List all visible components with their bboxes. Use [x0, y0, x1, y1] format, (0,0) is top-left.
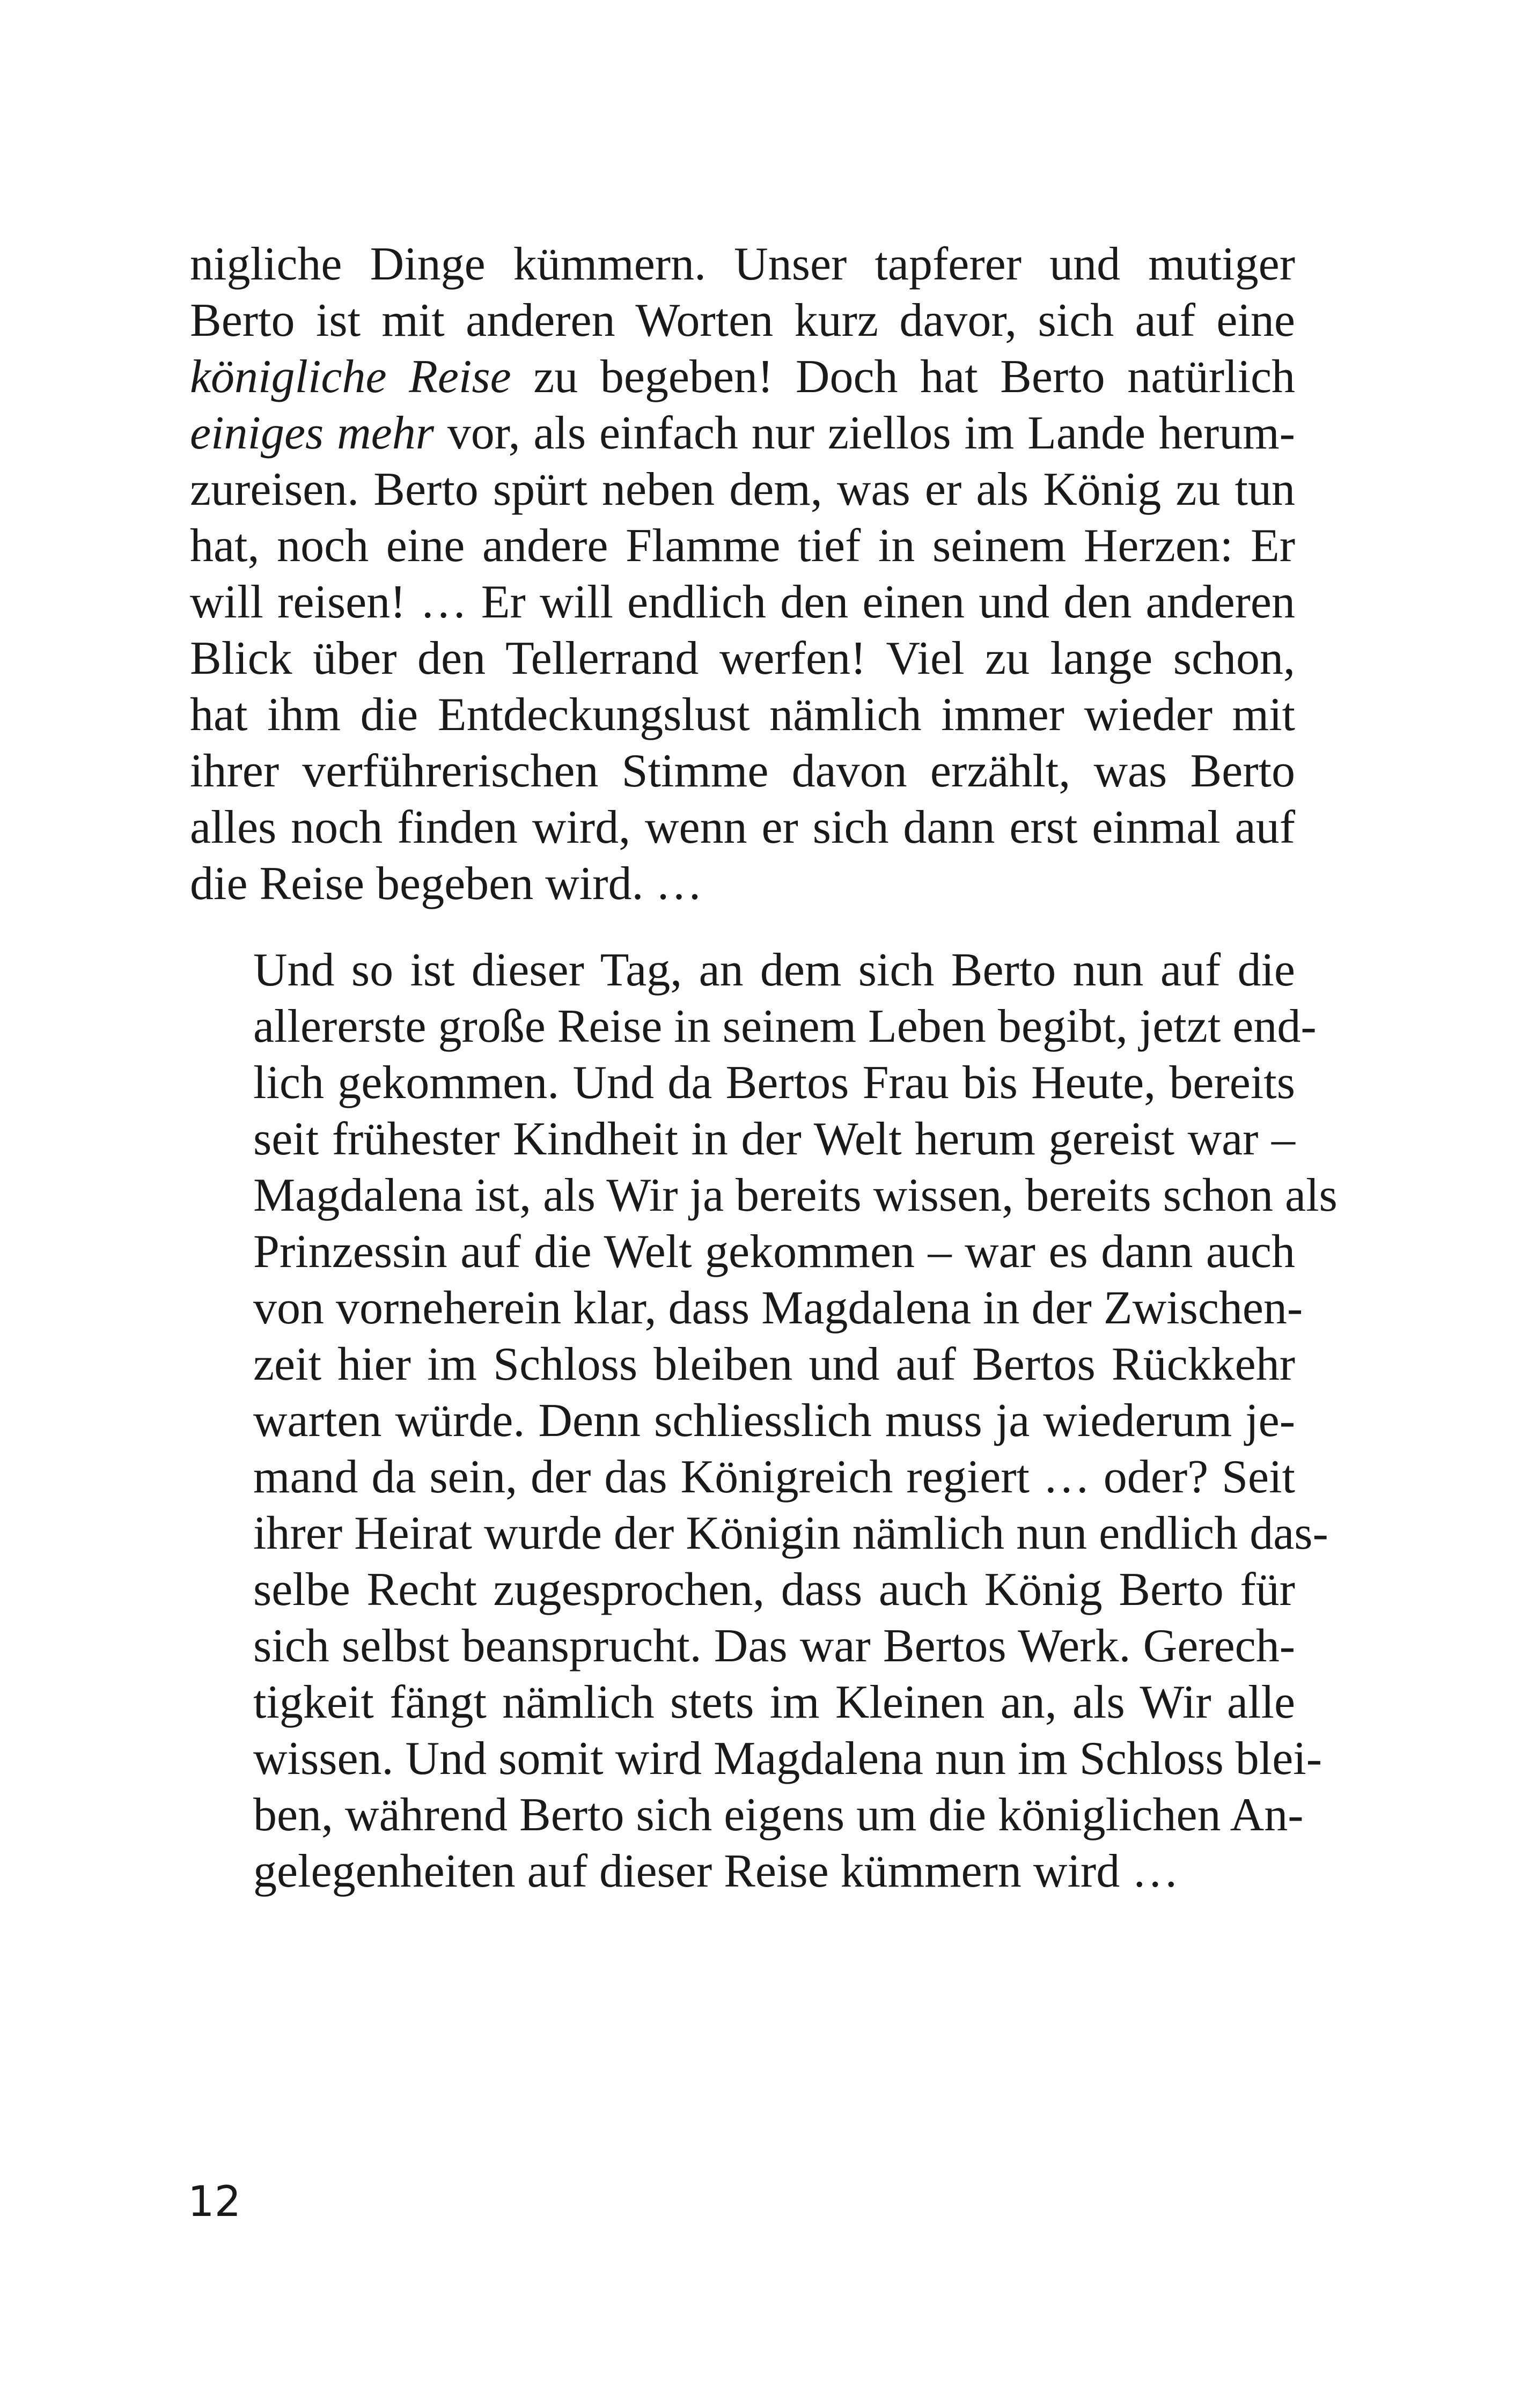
text-line: [190, 349, 1295, 405]
text-line: [190, 461, 1295, 518]
text-segment: nigliche Dinge kümmern. Unser tapferer und mutiger: [190, 238, 1295, 290]
text-line: [190, 630, 1295, 687]
italic-text: königliche Reise: [190, 351, 511, 403]
body-text: [190, 236, 1338, 1899]
text-line: [190, 856, 1295, 912]
text-line: [190, 1562, 1295, 1618]
text-segment: seit frühester Kindheit in der Welt herum gereist war –: [253, 1113, 1295, 1165]
text-segment: zeit hier im Schloss bleiben und auf Bertos Rückkehr: [253, 1338, 1295, 1390]
text-line: [190, 292, 1295, 349]
text-segment: lich gekommen. Und da Bertos Frau bis Heute, bereits: [253, 1057, 1295, 1109]
text-line: [190, 1505, 1328, 1562]
text-line: [190, 687, 1295, 743]
text-segment: vor, als einfach nur ziellos im Lande herum-: [433, 407, 1295, 459]
page-number: 12: [188, 2178, 241, 2226]
text-segment: Prinzessin auf die Welt gekommen – war es dann auch: [253, 1226, 1295, 1278]
text-segment: tigkeit fängt nämlich stets im Kleinen an, als Wir alle: [253, 1676, 1295, 1728]
text-line: [190, 1055, 1295, 1111]
text-segment: die Reise begeben wird. …: [190, 858, 703, 910]
text-segment: Berto ist mit anderen Worten kurz davor, sich auf eine: [190, 294, 1295, 347]
text-line: [190, 1280, 1303, 1336]
text-segment: gelegenheiten auf dieser Reise kümmern wird …: [253, 1845, 1179, 1897]
text-line: [190, 1730, 1322, 1787]
paragraph-2: [190, 942, 1338, 1899]
text-line: [190, 1674, 1295, 1730]
text-line: [190, 743, 1295, 799]
text-line: [190, 405, 1295, 461]
text-segment: alles noch finden wird, wenn er sich dann erst einmal auf: [190, 801, 1295, 853]
text-line: [190, 942, 1295, 998]
text-segment: mand da sein, der das Königreich regiert … oder? Seit: [253, 1451, 1295, 1503]
text-segment: ihrer Heirat wurde der Königin nämlich nun endlich das-: [253, 1507, 1328, 1559]
text-segment: zu begeben! Doch hat Berto natürlich: [511, 351, 1296, 403]
text-line: [190, 574, 1295, 630]
text-line: [190, 518, 1295, 574]
text-segment: wissen. Und somit wird Magdalena nun im Schloss blei-: [253, 1733, 1322, 1785]
text-segment: Magdalena ist, als Wir ja bereits wissen, bereits schon als: [253, 1169, 1338, 1221]
text-line: [190, 799, 1295, 856]
text-line: [190, 1449, 1295, 1505]
text-segment: Und so ist dieser Tag, an dem sich Berto nun auf die: [253, 944, 1295, 996]
text-segment: allererste große Reise in seinem Leben begibt, jetzt end-: [253, 1000, 1317, 1052]
text-line: [190, 1336, 1295, 1393]
text-segment: sich selbst beansprucht. Das war Bertos Werk. Gerech-: [253, 1620, 1295, 1672]
text-line: [190, 1843, 1295, 1899]
text-segment: warten würde. Denn schliesslich muss ja wiederum je-: [253, 1395, 1295, 1447]
text-line: [190, 1393, 1295, 1449]
text-segment: hat ihm die Entdeckungslust nämlich immer wieder mit: [190, 689, 1295, 741]
text-line: [190, 998, 1317, 1055]
text-segment: selbe Recht zugesprochen, dass auch König Berto für: [253, 1564, 1295, 1616]
text-line: [190, 1111, 1295, 1167]
text-segment: Blick über den Tellerrand werfen! Viel zu lange schon,: [190, 632, 1295, 684]
text-line: [190, 1224, 1295, 1280]
text-segment: hat, noch eine andere Flamme tief in seinem Herzen: Er: [190, 520, 1295, 572]
text-line: [190, 1167, 1338, 1224]
text-segment: von vorneherein klar, dass Magdalena in der Zwischen-: [253, 1282, 1303, 1334]
text-line: [190, 236, 1295, 292]
text-segment: ihrer verführerischen Stimme davon erzählt, was Berto: [190, 745, 1295, 797]
text-line: [190, 1618, 1295, 1674]
paragraph-1: [190, 236, 1295, 912]
italic-text: einiges mehr: [190, 407, 434, 459]
text-segment: ben, während Berto sich eigens um die königlichen An-: [253, 1789, 1304, 1841]
text-line: [190, 1787, 1304, 1843]
text-segment: zureisen. Berto spürt neben dem, was er als König zu tun: [190, 463, 1295, 516]
text-segment: will reisen! … Er will endlich den einen und den anderen: [190, 576, 1295, 628]
